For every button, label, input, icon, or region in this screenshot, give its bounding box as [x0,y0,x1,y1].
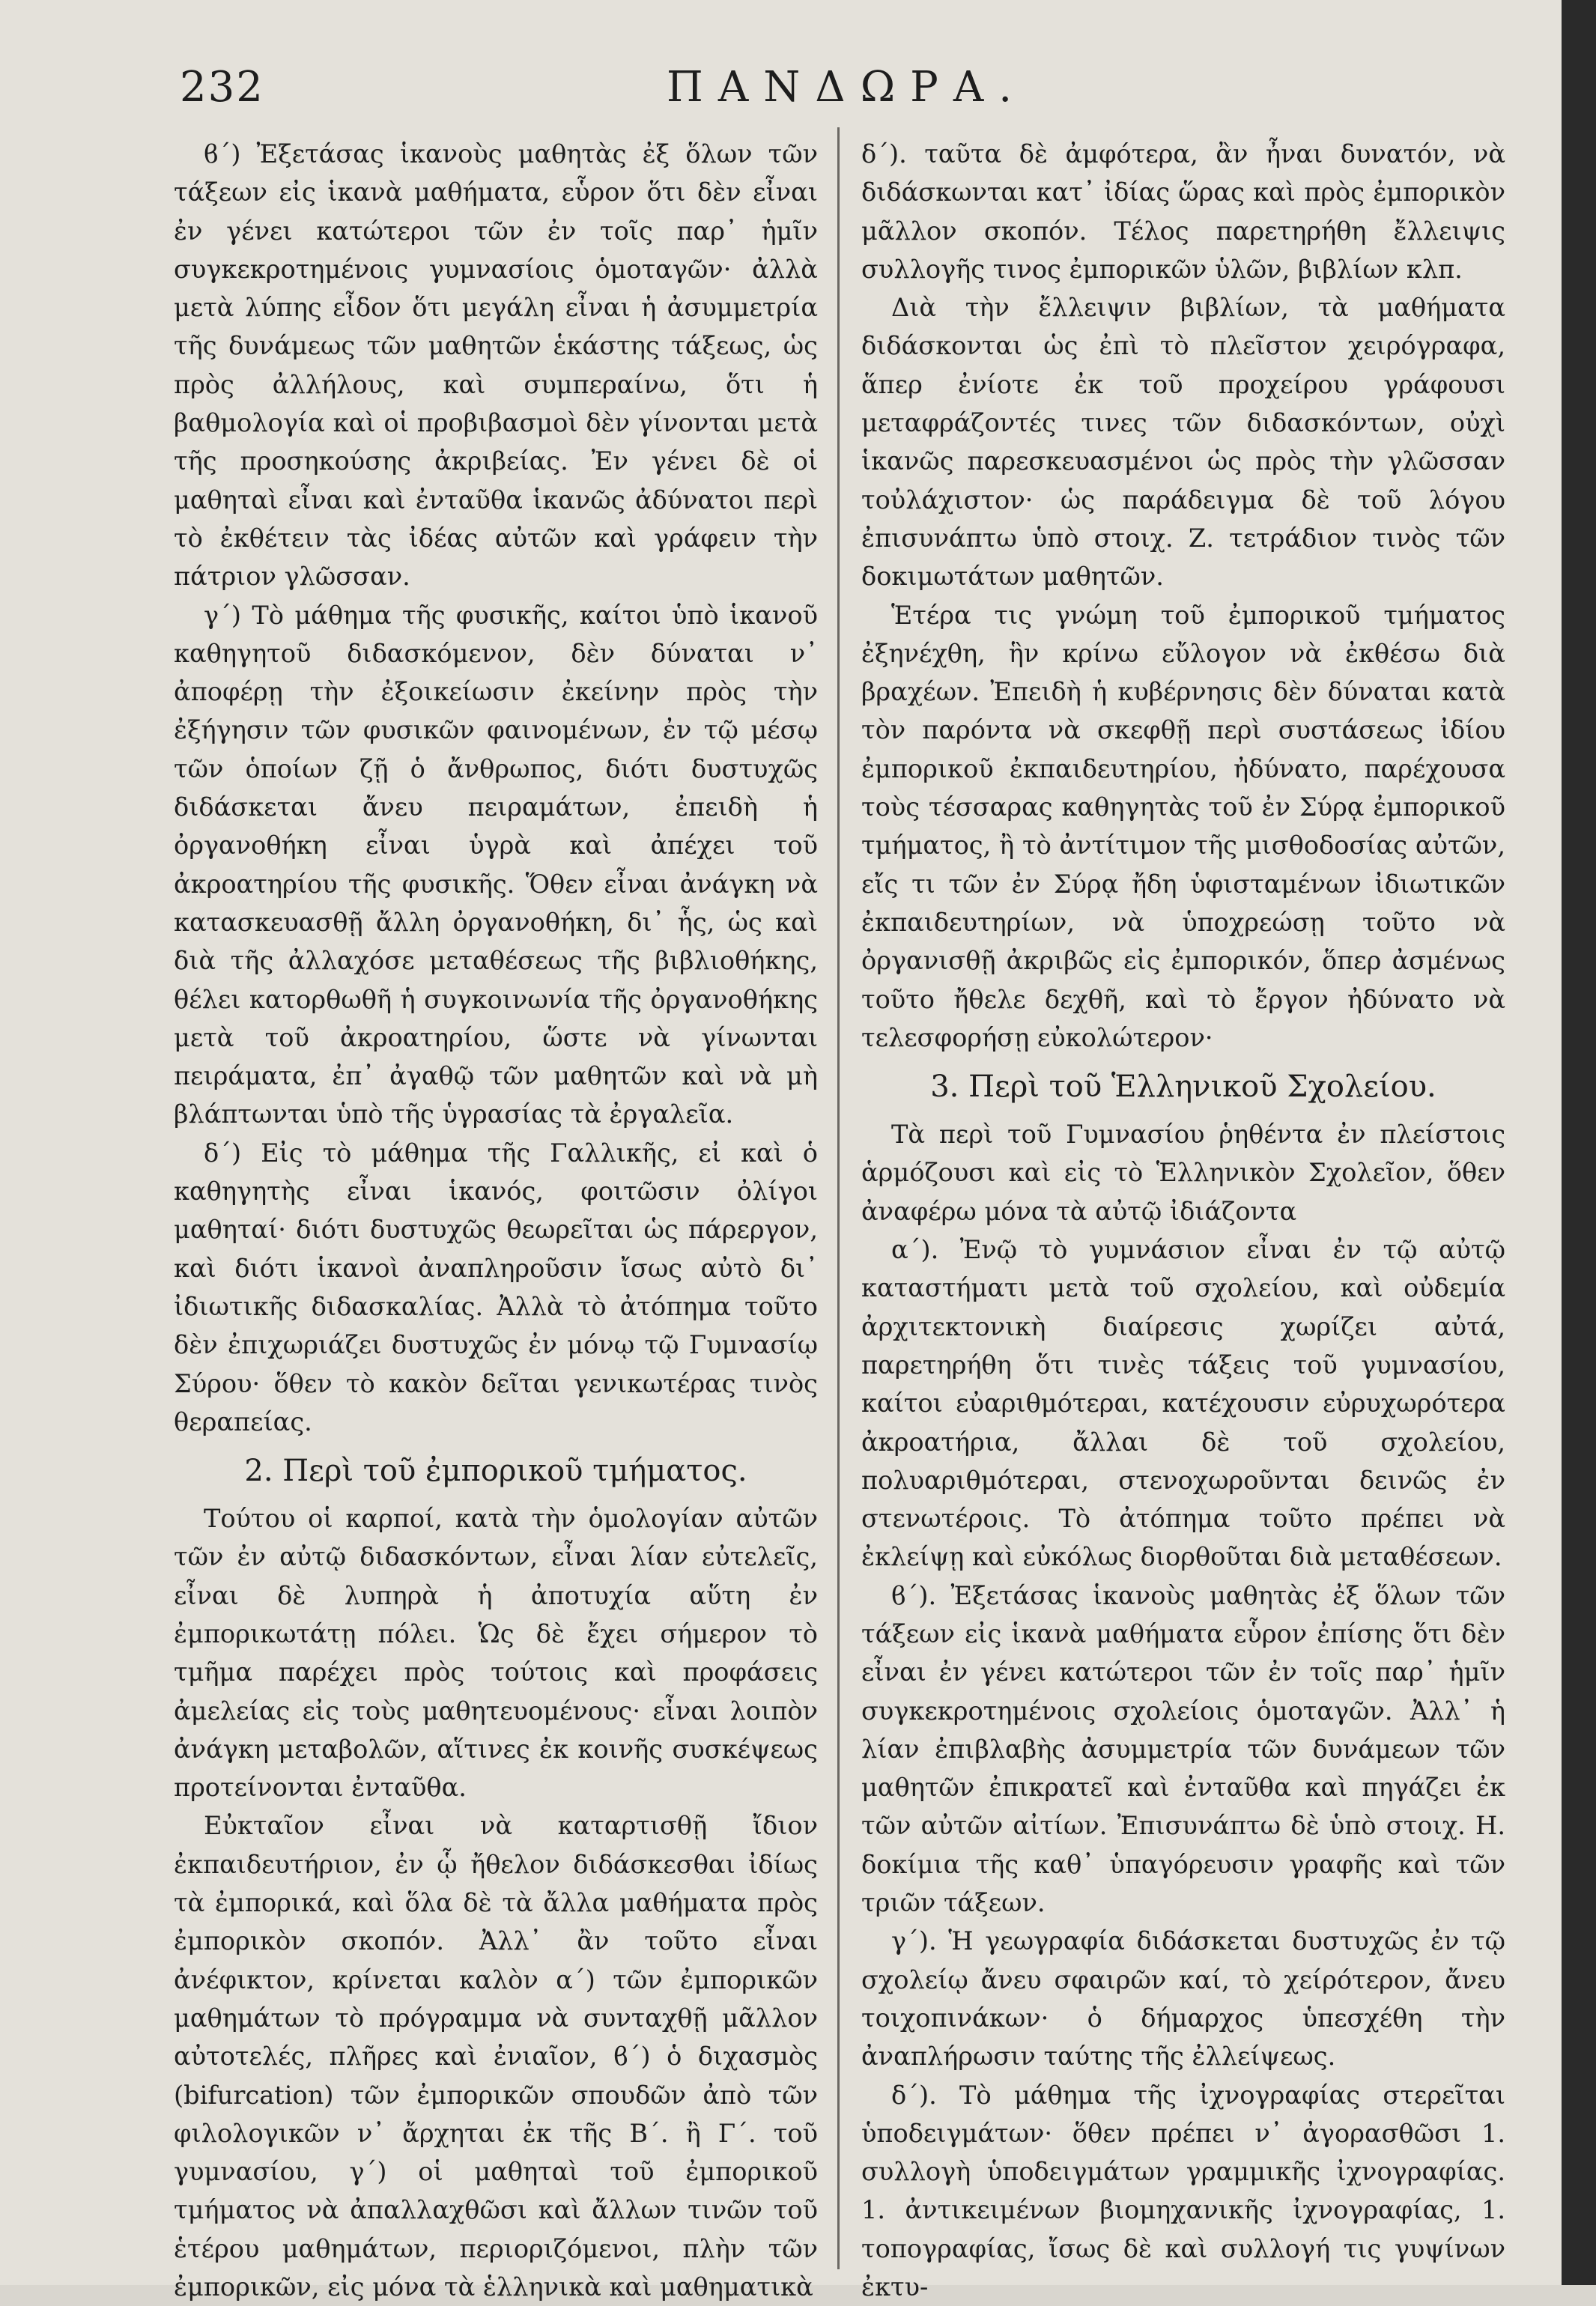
page-edge-shadow [1562,0,1596,2285]
right-column [861,135,1505,2306]
paragraph: δ΄). Τὸ μάθημα τῆς ἰχνογραφίας στερεῖται ὑποδειγμάτων· ὅθεν πρέπει ν᾽ ἀγορασθῶσι 1. συλλογὴ ὑποδειγμάτων γραμμικῆς ἰχνογραφίας. 1. ἀντικειμένων βιομηχανικῆς ἰχνογραφίας, 1. τοπογραφίας, ἴσως δὲ καὶ συλλογή τις γυψίνων ἐκτυ- [861,2080,1505,2302]
running-title: ΠΑΝΔΩΡΑ. [667,63,1028,112]
paragraph: δ΄) Εἰς τὸ μάθημα τῆς Γαλλικῆς, εἰ καὶ ὁ καθηγητὴς εἶναι ἱκανός, φοιτῶσιν ὀλίγοι μαθηταί· διότι δυστυχῶς θεωρεῖται ὡς πάρεργον, καὶ διότι ἱκανοὶ ἀναπληροῦσιν ἴσως αὐτὸ δι᾽ ἰδιωτικῆς διδασκαλίας. Ἀλλὰ τὸ ἀτόπημα τοῦτο δὲν ἐπιχωριάζει δυστυχῶς ἐν μόνῳ τῷ Γυμνασίῳ Σύρου· ὅθεν τὸ κακὸν δεῖται γενικωτέρας τινὸς θεραπείας. [174,1138,818,1436]
paragraph: γ΄) Τὸ μάθημα τῆς φυσικῆς, καίτοι ὑπὸ ἱκανοῦ καθηγητοῦ διδασκόμενον, δὲν δύναται ν᾽ ἀποφέρῃ τὴν ἐξοικείωσιν ἐκείνην πρὸς τὴν ἐξήγησιν τῶν φυσικῶν φαινομένων, ἐν τῷ μέσῳ τῶν ὁποίων ζῇ ὁ ἄνθρωπος, διότι δυστυχῶς διδάσκεται ἄνευ πειραμάτων, ἐπειδὴ ἡ ὀργανοθήκη εἶναι ὑγρὰ καὶ ἀπέχει τοῦ ἀκροατηρίου τῆς φυσικῆς. Ὅθεν εἶναι ἀνάγκη νὰ κατασκευασθῇ ἄλλη ὀργανοθήκη, δι᾽ ἧς, ὡς καὶ διὰ τῆς ἀλλαχόσε μεταθέσεως τῆς βιβλιοθήκης, θέλει κατορθωθῆ ἡ συγκοινωνία τῆς ὀργανοθήκης μετὰ τοῦ ἀκροατηρίου, ὥστε νὰ γίνωνται πειράματα, ἐπ᾽ ἀγαθῷ τῶν μαθητῶν καὶ νὰ μὴ βλάπτωνται ὑπὸ τῆς ὑγρασίας τὰ ἐργαλεῖα. [174,600,818,1129]
paragraph: α΄). Ἐνῷ τὸ γυμνάσιον εἶναι ἐν τῷ αὐτῷ καταστήματι μετὰ τοῦ σχολείου, καὶ οὐδεμία ἀρχιτεκτονικὴ διαίρεσις χωρίζει αὐτά, παρετηρήθη ὅτι τινὲς τάξεις τοῦ γυμνασίου, καίτοι εὐαριθμότεραι, κατέχουσιν εὐρυχωρότερα ἀκροατήρια, ἄλλαι δὲ τοῦ σχολείου, πολυαριθμότεραι, στενοχωροῦνται δεινῶς ἐν στενωτέροις. Τὸ ἀτόπημα τοῦτο πρέπει νὰ ἐκλείψῃ καὶ εὐκόλως διορθοῦται διὰ μεταθέσεων. [861,1235,1505,1572]
paragraph: ϐ΄). Ἐξετάσας ἱκανοὺς μαθητὰς ἐξ ὅλων τῶν τάξεων εἰς ἱκανὰ μαθήματα εὗρον ἐπίσης ὅτι δὲν εἶναι ἐν γένει κατώτεροι τῶν ἐν τοῖς παρ᾽ ἡμῖν συγκεκροτημένοις σχολείοις ὁμοταγῶν. Ἀλλ᾽ ἡ λίαν ἐπιβλαβὴς ἀσυμμετρία τῶν δυνάμεων τῶν μαθητῶν ἐπικρατεῖ καὶ ἐνταῦθα καὶ πηγάζει ἐκ τῶν αὐτῶν αἰτίων. Ἐπισυνάπτω δὲ ὑπὸ στοιχ. Η. δοκίμια τῆς καθ᾽ ὑπαγόρευσιν γραφῆς καὶ τῶν τριῶν τάξεων. [861,1580,1505,1918]
paragraph: Τούτου οἱ καρποί, κατὰ τὴν ὁμολογίαν αὐτῶν τῶν ἐν αὐτῷ διδασκόντων, εἶναι λίαν εὐτελεῖς, εἶναι δὲ λυπηρὰ ἡ ἀποτυχία αὕτη ἐν ἐμπορικωτάτῃ πόλει. Ὡς δὲ ἔχει σήμερον τὸ τμῆμα παρέχει πρὸς τούτοις καὶ προφάσεις ἀμελείας εἰς τοὺς μαθητευομένους· εἶναι λοιπὸν ἀνάγκη μεταβολῶν, αἵτινες ἐκ κοινῆς συσκέψεως προτείνονται ἐνταῦθα. [174,1504,818,1803]
paragraph: Διὰ τὴν ἔλλειψιν βιβλίων, τὰ μαθήματα διδάσκονται ὡς ἐπὶ τὸ πλεῖστον χειρόγραφα, ἅπερ ἐνίοτε ἐκ τοῦ προχείρου γράφουσι μεταφράζοντές τινες τῶν διδασκόντων, οὐχὶ ἱκανῶς παρεσκευασμένοι ὡς πρὸς τὴν γλῶσσαν τοὐλάχιστον· ὡς παράδειγμα δὲ τοῦ λόγου ἐπισυνάπτω ὑπὸ στοιχ. Ζ. τετράδιον τινὸς τῶν δοκιμωτάτων μαθητῶν. [861,293,1505,592]
page-header [180,63,1498,130]
section-heading: 2. Περὶ τοῦ ἐμπορικοῦ τμήματος. [244,1454,747,1489]
section-heading: 3. Περὶ τοῦ Ἑλληνικοῦ Σχολείου. [930,1069,1436,1105]
paragraph: γ΄). Ἡ γεωγραφία διδάσκεται δυστυχῶς ἐν τῷ σχολείῳ ἄνευ σφαιρῶν καί, τὸ χείρότερον, ἄνευ τοιχοπινάκων· ὁ δήμαρχος ὑπεσχέθη τὴν ἀναπλήρωσιν ταύτης τῆς ἐλλείψεως. [861,1926,1505,2072]
column-divider [837,127,840,2269]
paragraph: Τὰ περὶ τοῦ Γυμνασίου ῥηθέντα ἐν πλείστοις ἁρμόζουσι καὶ εἰς τὸ Ἑλληνικὸν Σχολεῖον, ὅθεν ἀναφέρω μόνα τὰ αὐτῷ ἰδιάζοντα [861,1120,1505,1226]
left-column [174,135,818,2306]
paragraph: Ἑτέρα τις γνώμη τοῦ ἐμπορικοῦ τμήματος ἐξηνέχθη, ἣν κρίνω εὔλογον νὰ ἐκθέσω διὰ βραχέων. Ἐπειδὴ ἡ κυβέρνησις δὲν δύναται κατὰ τὸν παρόντα νὰ σκεφθῇ περὶ συστάσεως ἰδίου ἐμπορικοῦ ἐκπαιδευτηρίου, ἠδύνατο, παρέχουσα τοὺς τέσσαρας καθηγητὰς τοῦ ἐν Σύρᾳ ἐμπορικοῦ τμήματος, ἢ τὸ ἀντίτιμον τῆς μισθοδοσίας αὐτῶν, εἴς τι τῶν ἐν Σύρᾳ ἤδη ὑφισταμένων ἰδιωτικῶν ἐκπαιδευτηρίων, νὰ ὑποχρεώσῃ τοῦτο νὰ ὀργανισθῇ ἀκριβῶς εἰς ἐμπορικόν, ὅπερ ἀσμένως τοῦτο ἤθελε δεχθῆ, καὶ τὸ ἔργον ἠδύνατο νὰ τελεσφορήσῃ εὐκολώτερον· [861,600,1505,1052]
paragraph: δ΄). ταῦτα δὲ ἀμφότερα, ἂν ἦναι δυνατόν, νὰ διδάσκωνται κατ᾽ ἰδίας ὥρας καὶ πρὸς ἐμπορικὸν μᾶλλον σκοπόν. Τέλος παρετηρήθη ἔλλειψις συλλογῆς τινος ἐμπορικῶν ὑλῶν, βιβλίων κλπ. [861,139,1505,284]
paragraph: ϐ΄) Ἐξετάσας ἱκανοὺς μαθητὰς ἐξ ὅλων τῶν τάξεων εἰς ἱκανὰ μαθήματα, εὗρον ὅτι δὲν εἶναι ἐν γένει κατώτεροι τῶν ἐν τοῖς παρ᾽ ἡμῖν συγκεκροτημένοις γυμνασίοις ὁμοταγῶν· ἀλλὰ μετὰ λύπης εἶδον ὅτι μεγάλη εἶναι ἡ ἀσυμμετρία τῆς δυνάμεως τῶν μαθητῶν ἑκάστης τάξεως, ὡς πρὸς ἀλλήλους, καὶ συμπεραίνω, ὅτι ἡ βαθμολογία καὶ οἱ προβιβασμοὶ δὲν γίνονται μετὰ τῆς προσηκούσης ἀκριβείας. Ἐν γένει δὲ οἱ μαθηταὶ εἶναι καὶ ἐνταῦθα ἱκανῶς ἀδύνατοι περὶ τὸ ἐκθέτειν τὰς ἰδέας αὐτῶν καὶ γράφειν τὴν πάτριον γλῶσσαν. [174,139,818,592]
paragraph: Εὐκταῖον εἶναι νὰ καταρτισθῇ ἴδιον ἐκπαιδευτήριον, ἐν ᾧ ἤθελον διδάσκεσθαι ἰδίως τὰ ἐμπορικά, καὶ ὅλα δὲ τὰ ἄλλα μαθήματα πρὸς ἐμπορικὸν σκοπόν. Ἀλλ᾽ ἂν τοῦτο εἶναι ἀνέφικτον, κρίνεται καλὸν α΄) τῶν ἐμπορικῶν μαθημάτων τὸ πρόγραμμα νὰ συνταχθῇ μᾶλλον αὐτοτελές, πλῆρες καὶ ἐνιαῖον, ϐ΄) ὁ διχασμὸς (bifurcation) τῶν ἐμπορικῶν σπουδῶν ἀπὸ τῶν φιλολογικῶν ν᾽ ἄρχηται ἐκ τῆς Β΄. ἢ Γ΄. τοῦ γυμνασίου, γ΄) οἱ μαθηταὶ τοῦ ἐμπορικοῦ τμήματος νὰ ἀπαλλαχθῶσι καὶ ἄλλων τινῶν τοῦ ἑτέρου μαθημάτων, περιοριζόμενοι, πλὴν τῶν ἐμπορικῶν, εἰς μόνα τὰ ἑλληνικὰ καὶ μαθηματικὰ [174,1811,818,2302]
page-number: 232 [180,63,264,112]
